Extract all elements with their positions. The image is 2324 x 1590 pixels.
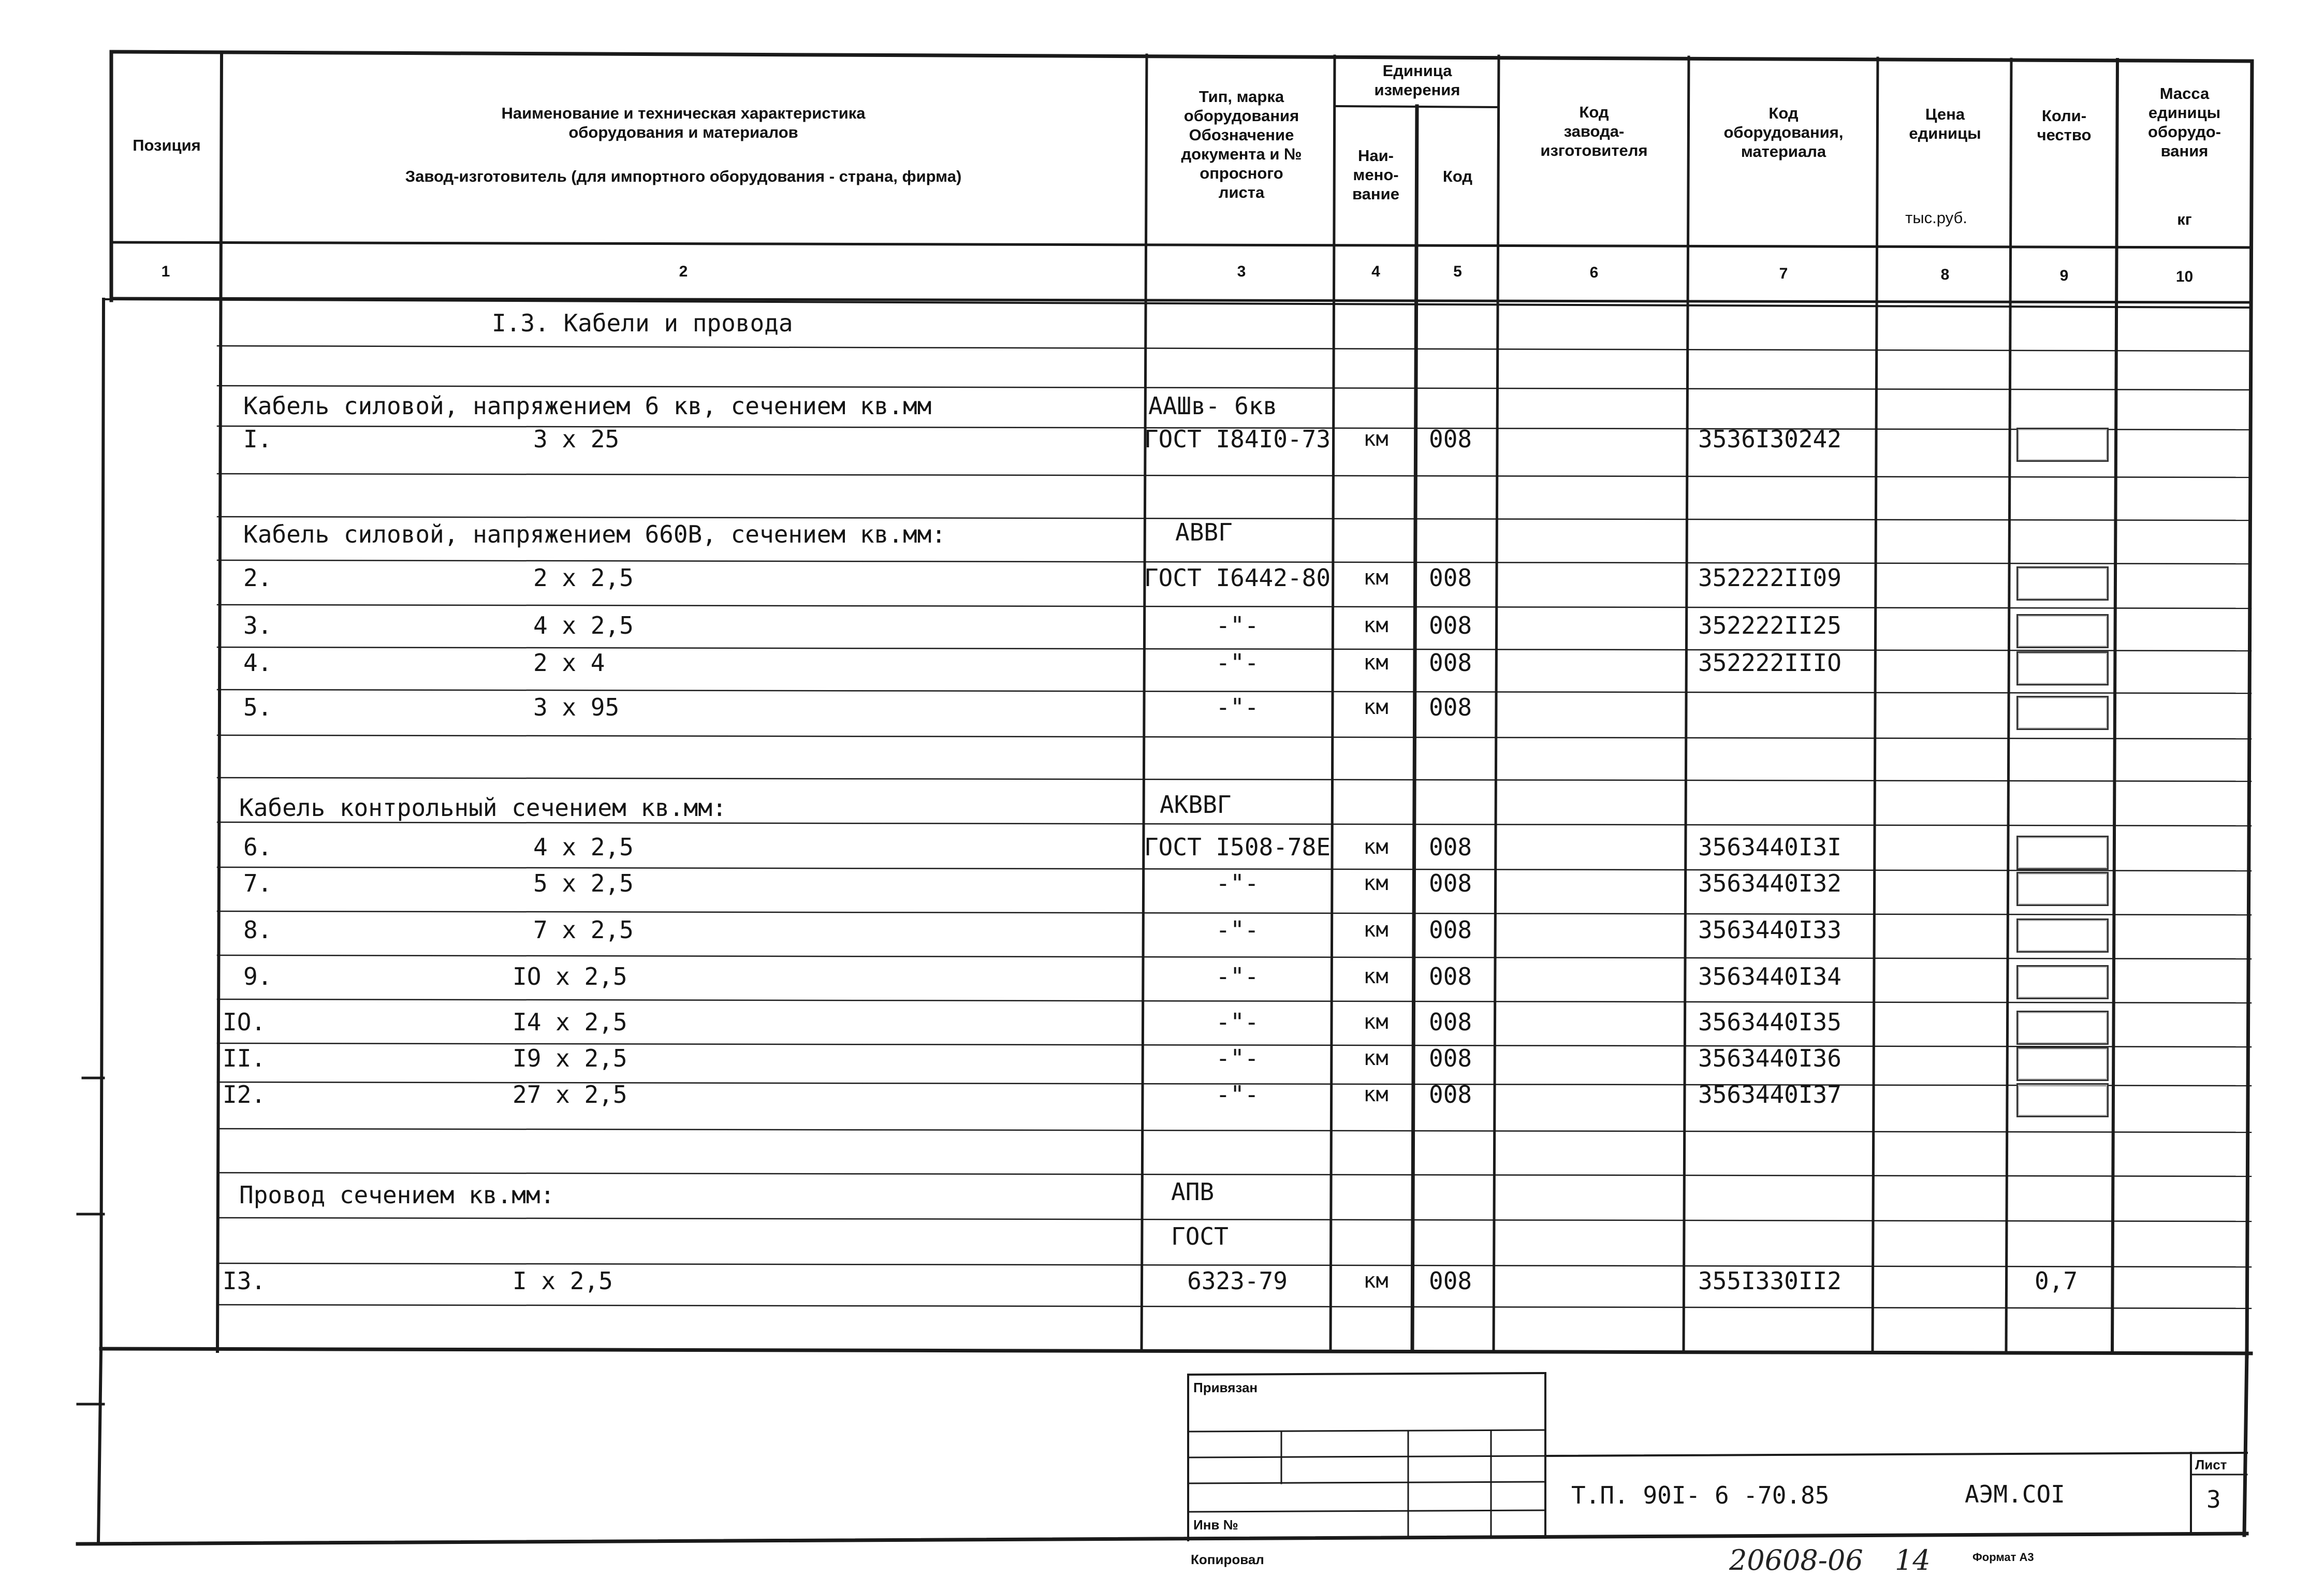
- column-number: 4: [1371, 263, 1380, 280]
- item-code: 008: [1429, 1008, 1472, 1036]
- item-position: 9.: [243, 962, 272, 990]
- header-col6-line: изготовителя: [1540, 141, 1648, 159]
- group-title: Кабель контрольный сечением кв.мм:: [239, 794, 727, 822]
- item-material-code: 352222II09: [1698, 564, 1841, 592]
- header-col6-line: завода-: [1563, 122, 1625, 140]
- item-position: 4.: [243, 649, 272, 677]
- item-position: I2.: [223, 1081, 266, 1108]
- item-position: IO.: [223, 1008, 266, 1036]
- stamp-handwritten-number-2: 14: [1895, 1544, 1931, 1577]
- header-col6: [1500, 103, 1688, 160]
- stamp-sheet-code: АЭМ.СОI: [1965, 1480, 2065, 1508]
- item-size: 3 x 95: [533, 693, 620, 721]
- item-position: 3.: [243, 611, 272, 639]
- column-number: 1: [161, 263, 170, 280]
- item-size: 27 x 2,5: [513, 1081, 627, 1108]
- stamp-inv: Инв №: [1193, 1517, 1238, 1533]
- item-unit: км: [1363, 1083, 1388, 1106]
- item-size: IO x 2,5: [513, 962, 627, 990]
- item-material-code: 3563440I32: [1698, 869, 1841, 897]
- item-size: I x 2,5: [513, 1267, 613, 1295]
- quantity-box: [2016, 1047, 2109, 1081]
- item-code: 008: [1429, 869, 1472, 897]
- item-position: II.: [223, 1044, 266, 1072]
- stamp-doc-code: Т.П. 90I- 6 -70.85: [1571, 1481, 1830, 1509]
- header-col10-line: единицы: [2148, 104, 2221, 122]
- section-title: I.3. Кабели и провода: [492, 309, 793, 337]
- item-position: 8.: [243, 916, 272, 944]
- group-type: АВВГ: [1175, 518, 1233, 546]
- item-code: 008: [1429, 611, 1472, 639]
- header-unit-group: [1336, 61, 1499, 99]
- stamp-format: Формат А3: [1972, 1551, 2034, 1564]
- item-document: -"-: [1216, 916, 1259, 944]
- header-col3-line: опросного: [1200, 164, 1283, 182]
- header-col7-line: оборудования,: [1723, 123, 1844, 141]
- header-col1: Позиция: [133, 136, 201, 154]
- quantity-box: [2016, 965, 2109, 999]
- item-position: 6.: [243, 833, 272, 861]
- item-unit: км: [1363, 1046, 1388, 1070]
- column-number: 5: [1453, 263, 1462, 280]
- item-document: 6323-79: [1187, 1267, 1288, 1295]
- header-col3-line: листа: [1218, 183, 1265, 201]
- item-material-code: 3536I30242: [1698, 425, 1841, 453]
- group-title: Кабель силовой, напряжением 6 кв, сечением кв.мм: [243, 392, 932, 420]
- item-document: -"-: [1216, 1081, 1259, 1108]
- quantity-box: [2016, 566, 2109, 601]
- item-document: -"-: [1216, 611, 1259, 639]
- group-title: Кабель силовой, напряжением 660В, сечением кв.мм:: [243, 520, 946, 548]
- item-unit: км: [1363, 651, 1388, 675]
- item-document: -"-: [1216, 1044, 1259, 1072]
- stamp-copied: Копировал: [1191, 1552, 1264, 1567]
- item-material-code: 3563440I34: [1698, 962, 1841, 990]
- header-col4-line: вание: [1352, 185, 1399, 203]
- item-unit: км: [1363, 695, 1388, 719]
- header-col10-line: вания: [2160, 142, 2209, 160]
- item-unit: км: [1363, 427, 1388, 451]
- stamp-sheet-label: Лист: [2195, 1457, 2227, 1472]
- item-code: 008: [1429, 962, 1472, 990]
- item-unit: км: [1363, 1269, 1388, 1293]
- item-code: 008: [1429, 649, 1472, 677]
- item-code: 008: [1429, 1081, 1472, 1108]
- group-type: ААШв- 6кв: [1148, 392, 1278, 420]
- item-code: 008: [1429, 1267, 1472, 1295]
- item-unit: км: [1363, 965, 1388, 988]
- item-material-code: 3563440I3I: [1698, 833, 1841, 861]
- header-col3-line: документа и №: [1181, 145, 1302, 163]
- item-position: 2.: [243, 564, 272, 592]
- column-number: 6: [1589, 264, 1599, 281]
- quantity-box: [2016, 696, 2109, 730]
- item-position: I3.: [223, 1267, 266, 1295]
- item-unit: км: [1363, 566, 1388, 590]
- item-position: I.: [243, 425, 272, 453]
- header-col10-unit: кг: [2177, 210, 2192, 228]
- header-col3-line: Тип, марка: [1198, 87, 1284, 106]
- quantity-box: [2016, 1011, 2109, 1045]
- item-document: -"-: [1216, 962, 1259, 990]
- header-col9-line: Коли-: [2041, 107, 2087, 125]
- item-material-code: 3563440I35: [1698, 1008, 1841, 1036]
- item-size: 2 x 4: [533, 649, 605, 677]
- header-col8-line: единицы: [1909, 124, 1981, 142]
- item-size: I4 x 2,5: [513, 1008, 627, 1036]
- item-size: I9 x 2,5: [513, 1044, 627, 1072]
- item-material-code: 352222IIIO: [1698, 649, 1841, 677]
- item-quantity: 0,7: [2035, 1267, 2078, 1295]
- header-col9: [2012, 106, 2116, 144]
- quantity-box: [2016, 872, 2109, 906]
- item-document: ГОСТ I84I0-73: [1144, 425, 1331, 453]
- item-document: -"-: [1216, 649, 1259, 677]
- item-unit: км: [1363, 871, 1388, 895]
- column-number: 8: [1940, 266, 1950, 283]
- item-code: 008: [1429, 833, 1472, 861]
- header-col7-line: материала: [1741, 142, 1826, 161]
- item-code: 008: [1429, 425, 1472, 453]
- item-document: -"-: [1216, 693, 1259, 721]
- item-code: 008: [1429, 693, 1472, 721]
- item-document: ГОСТ I6442-80: [1144, 564, 1331, 592]
- header-col4: [1336, 146, 1416, 203]
- item-size: 7 x 2,5: [533, 916, 634, 944]
- column-number: 2: [679, 263, 688, 280]
- header-col3-line: оборудования: [1183, 107, 1299, 125]
- item-position: 7.: [243, 869, 272, 897]
- item-unit: км: [1363, 1010, 1388, 1034]
- header-col10-line: Масса: [2159, 84, 2210, 103]
- header-col4-line: мено-: [1353, 166, 1399, 184]
- header-col8-unit: тыс.руб.: [1905, 209, 1967, 227]
- item-size: 4 x 2,5: [533, 611, 634, 639]
- group-type: ГОСТ: [1171, 1222, 1229, 1250]
- item-document: -"-: [1216, 869, 1259, 897]
- item-material-code: 3563440I33: [1698, 916, 1841, 944]
- column-number: 9: [2059, 267, 2069, 284]
- quantity-box: [2016, 428, 2109, 462]
- quantity-box: [2016, 1083, 2109, 1117]
- item-position: 5.: [243, 693, 272, 721]
- stamp-sheet-number: 3: [2206, 1485, 2221, 1513]
- quantity-box: [2016, 651, 2109, 685]
- item-size: 5 x 2,5: [533, 869, 634, 897]
- item-unit: км: [1363, 835, 1388, 859]
- header-col8: [1879, 105, 2011, 143]
- header-col9-line: чество: [2037, 126, 2092, 144]
- item-document: ГОСТ I508-78Е: [1144, 833, 1331, 861]
- header-unit-line: Единица: [1382, 62, 1452, 80]
- column-number: 7: [1779, 265, 1788, 282]
- header-col10: [2118, 84, 2250, 161]
- header-col3: [1148, 87, 1335, 202]
- header-col7-line: Код: [1768, 104, 1799, 122]
- item-unit: км: [1363, 614, 1388, 637]
- header-col2-line2: оборудования и материалов: [568, 123, 798, 141]
- item-code: 008: [1429, 916, 1472, 944]
- header-col7: [1690, 104, 1877, 161]
- item-material-code: 352222II25: [1698, 611, 1841, 639]
- quantity-box: [2016, 836, 2109, 870]
- group-type: АПВ: [1171, 1178, 1215, 1206]
- item-material-code: 3563440I37: [1698, 1081, 1841, 1108]
- column-number: 10: [2175, 268, 2194, 285]
- group-type: АКВВГ: [1160, 791, 1232, 819]
- group-title: Провод сечением кв.мм:: [239, 1181, 555, 1209]
- item-document: -"-: [1216, 1008, 1259, 1036]
- item-material-code: 3563440I36: [1698, 1044, 1841, 1072]
- header-unit-line: измерения: [1374, 81, 1460, 99]
- stamp-handwritten-number: 20608-06: [1729, 1544, 1863, 1577]
- column-number: 3: [1237, 263, 1246, 280]
- item-size: 2 x 2,5: [533, 564, 634, 592]
- header-col2-line1: Наименование и техническая характеристика: [501, 104, 866, 122]
- quantity-box: [2016, 918, 2109, 953]
- header-col6-line: Код: [1579, 103, 1609, 121]
- header-col3-line: Обозначение: [1189, 126, 1294, 144]
- header-col2-line3: Завод-изготовитель (для импортного оборудования - страна, фирма): [405, 167, 962, 185]
- quantity-box: [2016, 614, 2109, 648]
- header-col8-line: Цена: [1925, 105, 1965, 123]
- header-col10-line: оборудо-: [2148, 123, 2221, 141]
- item-material-code: 355I330II2: [1698, 1267, 1841, 1295]
- item-unit: км: [1363, 918, 1388, 942]
- header-col5: Код: [1442, 167, 1473, 185]
- item-code: 008: [1429, 564, 1472, 592]
- stamp-privyazan: Привязан: [1193, 1380, 1258, 1395]
- item-size: 4 x 2,5: [533, 833, 634, 861]
- item-code: 008: [1429, 1044, 1472, 1072]
- header-col4-line: Наи-: [1357, 147, 1394, 165]
- item-size: 3 x 25: [533, 425, 620, 453]
